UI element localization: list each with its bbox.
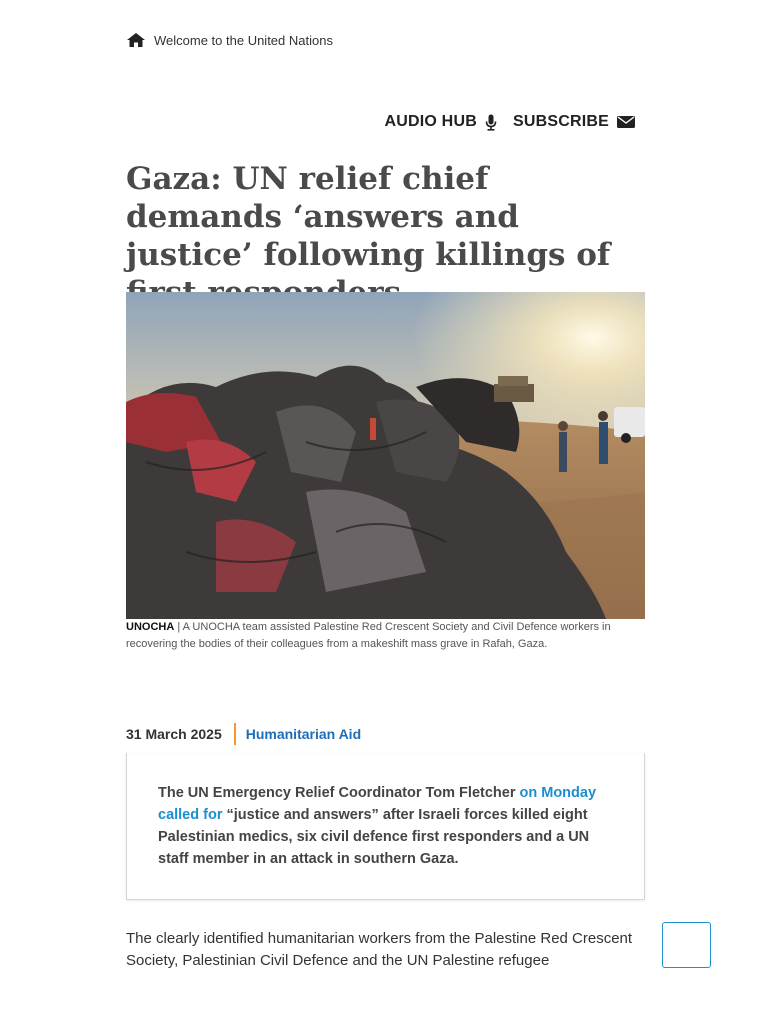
header-actions (384, 113, 635, 131)
meta-separator (234, 723, 236, 745)
lead-box (126, 753, 645, 900)
article-meta (126, 723, 361, 745)
audio-hub-label: AUDIO HUB (384, 113, 477, 130)
subscribe-button[interactable] (513, 113, 635, 131)
article-body-paragraph: The clearly identified humanitarian workers from the Palestine Red Crescent Society, Palestinian Civil Defence and the UN Palestine refugee (126, 930, 633, 969)
lead-text-after: “justice and answers” after Israeli forces killed eight Palestinian medics, six civil defence first responders and a UN staff member in an attack in southern Gaza. (158, 807, 590, 867)
article-title: Gaza: UN relief chief demands ‘answers and justice’ following killings of (126, 161, 611, 273)
image-caption-text: | A UNOCHA team assisted Palestine Red Crescent Society and Civil Defence workers in recovering the bodies of their colleagues from a makeshift mass grave in Rafah, Gaza. (126, 621, 611, 650)
subscribe-label: SUBSCRIBE (512, 113, 609, 130)
home-icon[interactable] (126, 32, 146, 48)
audio-hub-button[interactable] (384, 113, 496, 131)
article-hero-image (126, 292, 645, 619)
floating-action-button[interactable] (662, 922, 711, 968)
topic-link[interactable]: Humanitarian Aid (245, 726, 362, 742)
lead-link[interactable]: on Monday called for (158, 785, 597, 823)
envelope-icon (617, 115, 635, 129)
top-bar (126, 30, 333, 50)
image-caption (126, 619, 646, 653)
image-credit: UNOCHA (126, 621, 175, 633)
lead-text-before: The UN Emergency Relief Coordinator Tom Fletcher (158, 785, 520, 801)
article-date: 31 March 2025 (126, 726, 222, 742)
lead-paragraph (158, 782, 608, 870)
microphone-icon (485, 114, 497, 131)
welcome-link[interactable]: Welcome to the United Nations (154, 32, 333, 48)
